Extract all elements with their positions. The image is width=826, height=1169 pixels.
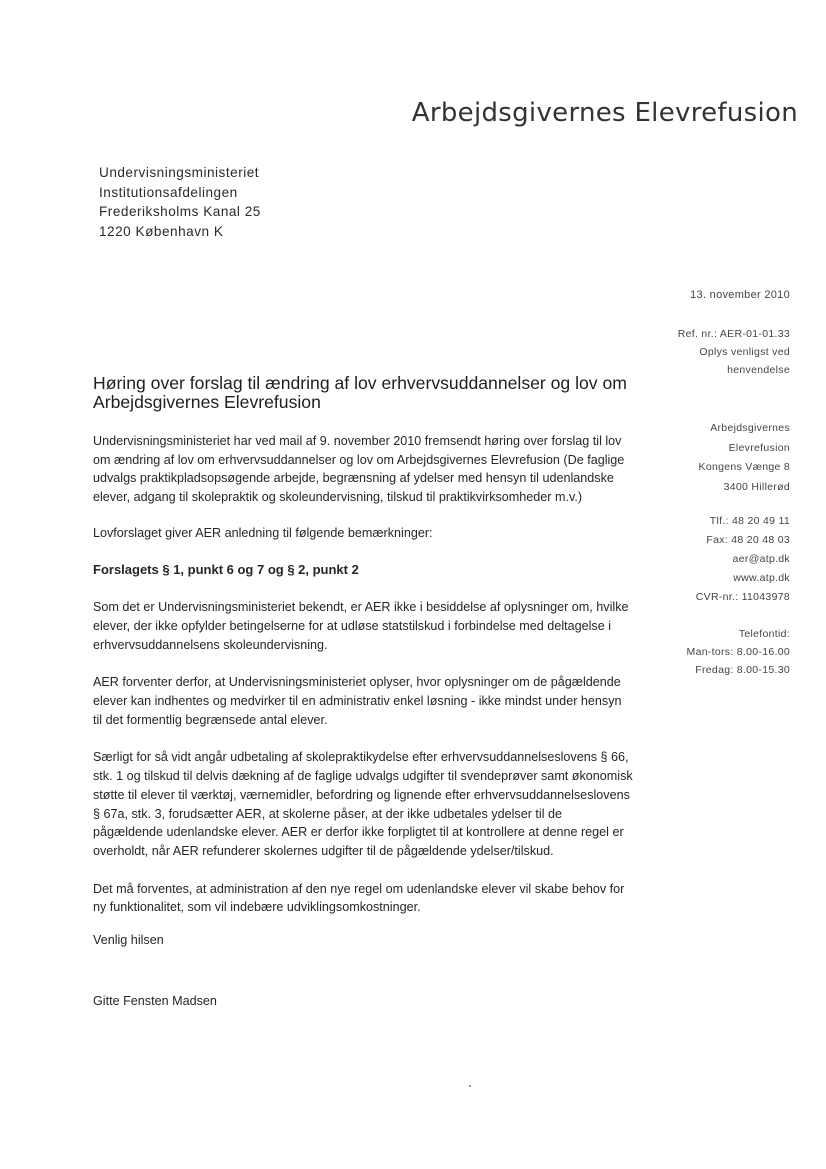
closing-salutation: Venlig hilsen (93, 933, 164, 948)
reference-block (678, 325, 790, 379)
reference-note: Oplys venligst ved (699, 346, 790, 358)
signature-name: Gitte Fensten Madsen (93, 993, 217, 1008)
sender-line: Elevrefusion (728, 441, 790, 454)
hours-friday: Fredag: 8.00-15.30 (695, 664, 790, 676)
hours-label: Telefontid: (738, 628, 790, 640)
body-paragraph: Særligt for så vidt angår udbetaling af skolepraktikydelse efter erhvervsuddannelseslovens § 66, stk. 1 og tilskud til delvis dækning af de faglige udvalgs udgifter til svendeprøver samt økonomisk støtte til elever til værktøj, værnemidler, befordring og lignende efter erhvervsuddannelseslovens § 67a, stk. 3, forudsætter AER, at skolerne påser, at der ikke udbetales ydelser til de pågældende udenlandske elever. AER er derfor ikke forpligtet til at kontrollere at denne regel er overholdt, når AER refunderer skolernes udgifter til de pågældende ydelser/tilskud. (93, 750, 633, 858)
recipient-address (99, 163, 261, 241)
letter-body (93, 432, 633, 1010)
sender-line: Kongens Vænge 8 (698, 461, 790, 473)
body-paragraph: Det må forventes, at administration af den nye regel om udenlandske elever vil skabe behov for ny funktionalitet, som vil indebære udviklingsomkostninger. (93, 881, 625, 915)
body-paragraph: Som det er Undervisningsministeriet bekendt, er AER ikke i besiddelse af oplysninger om, hvilke elever, der ikke opfylder betingelserne for at udløse statstilskud i forbindelse med deltagelse i erhvervsuddannelsens skoleundervisning. (93, 600, 629, 652)
letter-title: Høring over forslag til ændring af lov erhvervsuddannelser og lov om Arbejdsgivernes Elevrefusion (93, 373, 627, 412)
section-subheading: Forslagets § 1, punkt 6 og 7 og § 2, punkt 2 (93, 561, 359, 577)
website: www.atp.dk (733, 572, 790, 584)
body-paragraph: Undervisningsministeriet har ved mail af 9. november 2010 fremsendt høring over forslag til lov om ændring af lov om erhvervsuddannelser og lov om Arbejdsgivernes Elevrefusion (De faglige udvalgs praktikpladsopsøgende arbejde, begrænsning af ydelser med hensyn til udenlandske elever, adgang til skolepraktik og skoleundervisning, tilskud til praktikvirksomheder m.v.) (93, 434, 625, 505)
phone-number: Tlf.: 48 20 49 11 (709, 515, 790, 527)
recipient-line: Institutionsafdelingen (99, 184, 238, 200)
sender-line: 3400 Hillerød (723, 480, 790, 493)
scan-speck (469, 1085, 471, 1087)
recipient-line: Frederiksholms Kanal 25 (99, 204, 261, 219)
body-paragraph: AER forventer derfor, at Undervisningsministeriet oplyser, hvor oplysninger om de pågældende elever kan indhentes og medvirker til en administrativ enkel løsning - ikke mindst under hensyn til det formentlig begrænsede antal elever. (93, 675, 622, 727)
fax-number: Fax: 48 20 48 03 (706, 534, 790, 546)
sender-address (699, 419, 790, 497)
body-paragraph: Lovforslaget giver AER anledning til følgende bemærkninger: (93, 525, 433, 540)
contact-info (696, 512, 790, 607)
cvr-number: CVR-nr.: 11043978 (695, 591, 790, 603)
recipient-line: Undervisningsministeriet (99, 165, 260, 180)
reference-number: Ref. nr.: AER-01-01.33 (677, 328, 790, 340)
reference-note: henvendelse (727, 364, 790, 376)
sender-line: Arbejdsgivernes (710, 422, 790, 434)
org-letterhead: Arbejdsgivernes Elevrefusion (411, 98, 798, 128)
recipient-line: 1220 København K (99, 223, 224, 239)
letter-date: 13. november 2010 (690, 289, 790, 301)
hours-weekdays: Man-tors: 8.00-16.00 (686, 646, 790, 658)
email-address: aer@atp.dk (732, 553, 790, 565)
phone-hours (687, 625, 790, 679)
